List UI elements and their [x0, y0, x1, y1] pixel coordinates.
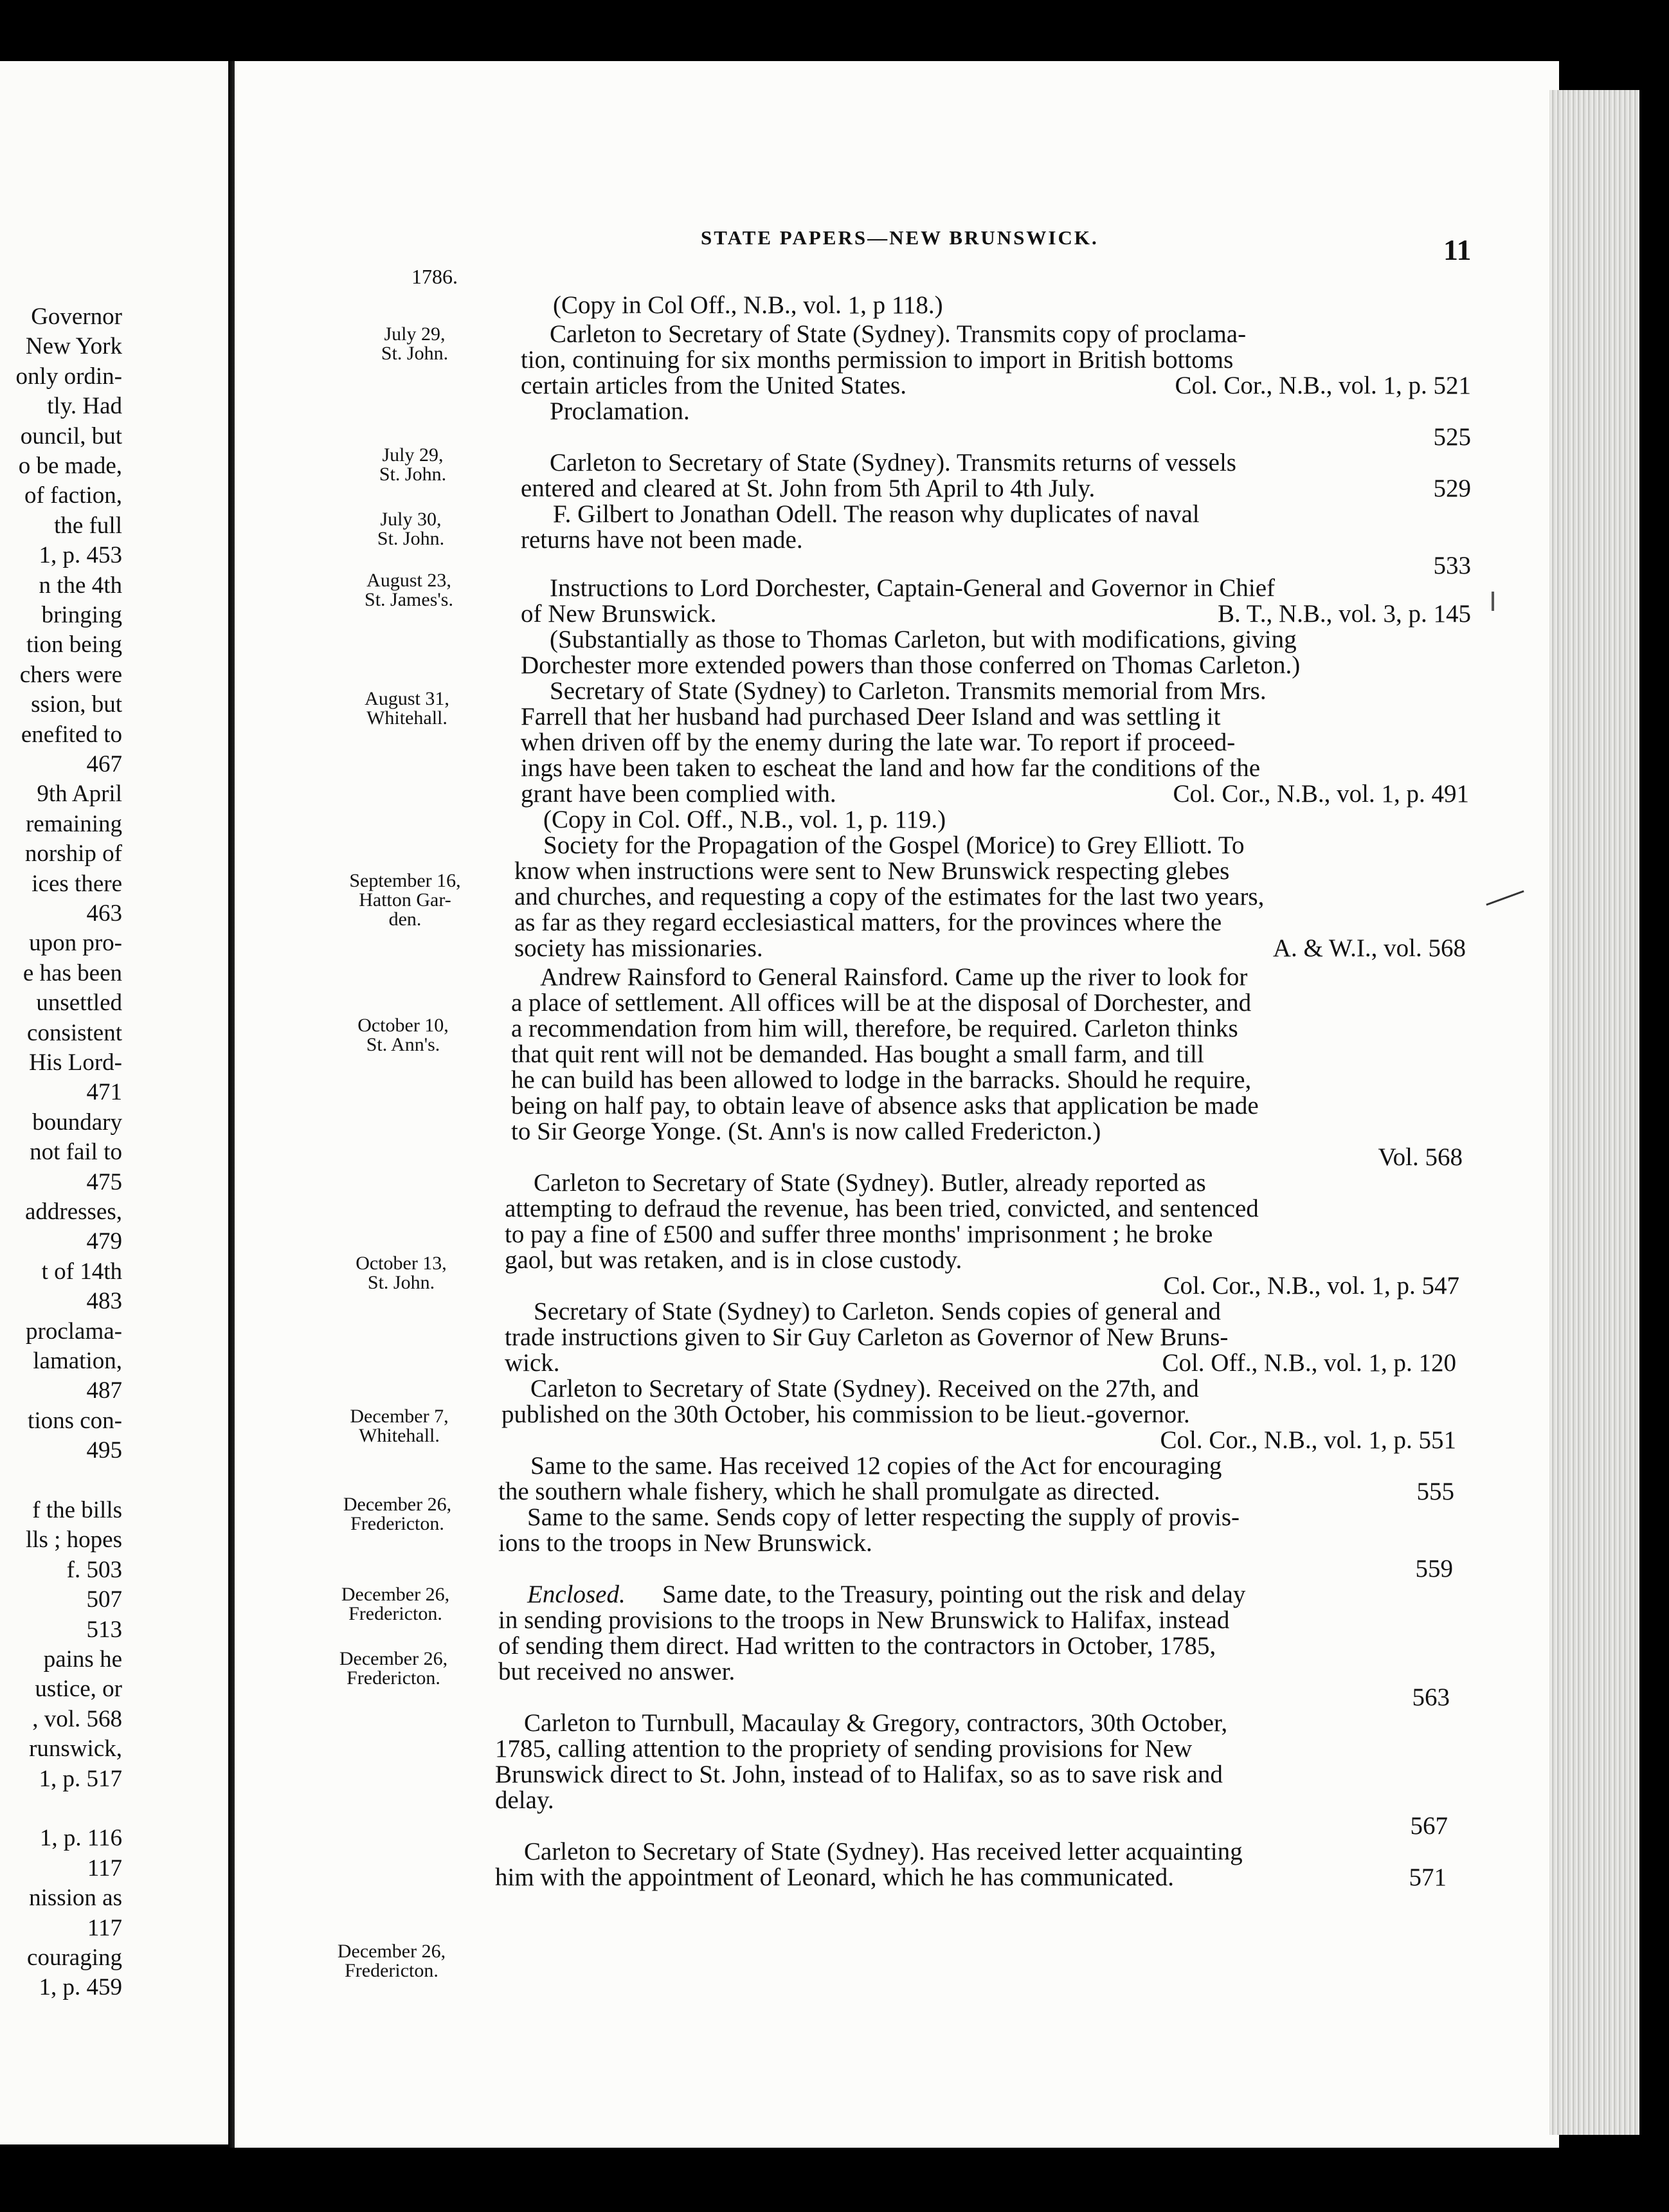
entry-date-line: August 23,: [366, 570, 451, 591]
entry-date: [315, 1585, 476, 1624]
left-page-line: 479: [86, 1228, 122, 1255]
entry-date-line: August 31,: [365, 688, 449, 709]
entry-text-line: tion, continuing for six months permission to import in British bottoms: [521, 346, 1234, 374]
left-page-line: the full: [54, 512, 122, 539]
entry-date-line: St. John.: [381, 343, 449, 364]
running-head: STATE PAPERS—NEW BRUNSWICK.: [701, 226, 1099, 249]
left-page-line: 467: [86, 751, 122, 777]
entry-text-line: Secretary of State (Sydney) to Carleton. Transmits memorial from Mrs.: [550, 677, 1267, 705]
entry-text-line: published on the 30th October, his commission to be lieut.-governor.: [501, 1401, 1190, 1428]
source-reference: Col. Off., N.B., vol. 1, p. 120: [1162, 1349, 1456, 1377]
entry-text-line: a place of settlement. All offices will be at the disposal of Dorchester, and: [511, 989, 1252, 1017]
entry-text-line: Same to the same. Has received 12 copies of the Act for encouraging: [530, 1452, 1222, 1480]
entry-text-line: delay.: [495, 1786, 554, 1814]
entry-text-line: Secretary of State (Sydney) to Carleton. Sends copies of general and: [534, 1298, 1221, 1325]
source-reference: 559: [1415, 1555, 1453, 1582]
entry-date-line: St. John.: [367, 1272, 435, 1293]
entry-date-line: December 26,: [341, 1584, 450, 1605]
entry-date-line: den.: [388, 909, 422, 930]
entry-text-line: entered and cleared at St. John from 5th April to 4th July.: [521, 475, 1096, 502]
left-page-line: New York: [25, 333, 122, 360]
left-page-line: His Lord-: [29, 1049, 122, 1076]
entry-text-line: Brunswick direct to St. John, instead of to Halifax, so as to save risk and: [495, 1761, 1223, 1788]
entry-text-line: in sending provisions to the troops in New Brunswick to Halifax, instead: [498, 1606, 1230, 1634]
left-page-line: remaining: [25, 810, 122, 837]
entry-text-line: Carleton to Secretary of State (Sydney). Butler, already reported as: [534, 1169, 1206, 1197]
source-reference: 525: [1433, 423, 1471, 451]
entry-date-line: July 30,: [380, 509, 442, 530]
left-page-line: , vol. 568: [32, 1705, 122, 1732]
page-edges: [1549, 90, 1639, 2135]
entry-text-line: Proclamation.: [550, 397, 690, 425]
left-page-line: 1, p. 459: [39, 1974, 122, 2001]
entry-text-line: ings have been taken to escheat the land and how far the conditions of the: [521, 754, 1261, 782]
entry-date: [313, 1649, 474, 1688]
year-heading: 1786.: [411, 265, 458, 288]
entry-text-line: returns have not been made.: [521, 526, 803, 554]
left-page-line: not fail to: [30, 1139, 122, 1166]
left-page-line: 1, p. 517: [39, 1765, 122, 1792]
entry-text-line: Carleton to Secretary of State (Sydney). Transmits copy of proclama-: [550, 320, 1247, 348]
margin-tick-mark: [1492, 592, 1494, 611]
entry-text-line: F. Gilbert to Jonathan Odell. The reason why duplicates of naval: [553, 500, 1200, 528]
entry-text-line: Andrew Rainsford to General Rainsford. Came up the river to look for: [540, 963, 1248, 991]
entry-date: [325, 871, 485, 929]
entry-date-line: December 26,: [343, 1494, 452, 1515]
left-page-line: 1, p. 453: [39, 542, 122, 569]
left-page-line: enefited to: [21, 721, 122, 748]
left-page-line: addresses,: [24, 1199, 122, 1225]
source-reference: 533: [1433, 552, 1471, 579]
entry-text-line: a recommendation from him will, therefore, be required. Carleton thinks: [511, 1015, 1238, 1042]
entry-date-line: December 26,: [337, 1941, 446, 1962]
left-page-line: ouncil, but: [20, 422, 122, 449]
entry-text-line: of sending them direct. Had written to the contractors in October, 1785,: [498, 1632, 1216, 1660]
entry-date-line: September 16,: [349, 870, 461, 891]
entry-date-line: Whitehall.: [359, 1425, 440, 1446]
left-page-line: f. 503: [66, 1556, 122, 1583]
entry-text-line: (Substantially as those to Thomas Carleton, but with modifications, giving: [550, 626, 1297, 653]
entry-text-line: Carleton to Secretary of State (Sydney). Transmits returns of vessels: [550, 449, 1236, 476]
left-page-line: o be made,: [18, 453, 122, 479]
left-page-line: 471: [86, 1079, 122, 1106]
entry-date-line: Fredericton.: [345, 1960, 438, 1981]
entry-date-line: October 13,: [356, 1253, 447, 1274]
entry-text-line: certain articles from the United States.: [521, 372, 907, 399]
entry-text-line: grant have been complied with.: [521, 780, 836, 808]
left-page-line: pains he: [43, 1646, 122, 1673]
entry-text-line: (Copy in Col Off., N.B., vol. 1, p 118.): [553, 291, 943, 319]
left-page-line: 475: [86, 1168, 122, 1195]
page-number: 11: [1443, 233, 1472, 266]
left-page-line: bringing: [41, 602, 122, 628]
entry-text-line: to Sir George Yonge. (St. Ann's is now called Fredericton.): [511, 1118, 1101, 1145]
left-page-line: 117: [87, 1854, 122, 1881]
left-page-line: Governor: [31, 304, 122, 330]
left-page-line: upon pro-: [29, 930, 122, 957]
entry-date-line: December 26,: [339, 1648, 448, 1669]
entry-text-line: society has missionaries.: [514, 934, 763, 962]
entry-text-line: the southern whale fishery, which he shall promulgate as directed.: [498, 1478, 1160, 1505]
left-page-line: tion being: [26, 631, 122, 658]
entry-text-line: being on half pay, to obtain leave of absence asks that application be made: [511, 1092, 1259, 1120]
entry-text-line: attempting to defraud the revenue, has been tried, convicted, and sentenced: [505, 1195, 1259, 1222]
entry-text-line: of New Brunswick.: [521, 600, 717, 628]
entry-date-line: Whitehall.: [366, 707, 447, 729]
entry-date: [323, 1016, 483, 1055]
entry-date-line: Hatton Gar-: [359, 889, 451, 911]
entry-text-line: to pay a fine of £500 and suffer three months' imprisonment ; he broke: [505, 1220, 1213, 1248]
entry-text-line: and churches, and requesting a copy of the estimates for the last two years,: [514, 883, 1265, 911]
left-page-line: t of 14th: [41, 1258, 122, 1285]
left-page-line: unsettled: [36, 990, 122, 1017]
entry-text-line: Carleton to Turnbull, Macaulay & Gregory, contractors, 30th October,: [524, 1709, 1228, 1737]
entry-text-line: but received no answer.: [498, 1658, 735, 1685]
left-page-line: consistent: [27, 1019, 122, 1046]
left-page-line: 117: [87, 1914, 122, 1941]
source-reference: 567: [1410, 1812, 1448, 1840]
left-page-line: of faction,: [24, 482, 122, 509]
entry-date: [330, 510, 491, 548]
entry-text-line: when driven off by the enemy during the late war. To report if proceed-: [521, 729, 1236, 756]
entry-date: [317, 1495, 478, 1534]
left-page-line: 483: [86, 1288, 122, 1315]
entry-date: [332, 446, 493, 484]
source-reference: A. & W.I., vol. 568: [1272, 934, 1466, 962]
left-page-line: norship of: [24, 840, 122, 867]
entry-text-line: Same to the same. Sends copy of letter respecting the supply of provis-: [527, 1503, 1240, 1531]
entry-text-line: know when instructions were sent to New Brunswick respecting glebes: [514, 857, 1230, 885]
left-page-line: ices there: [32, 870, 122, 897]
entry-date-line: December 7,: [350, 1406, 449, 1427]
source-reference: 529: [1433, 475, 1471, 502]
left-page-line: 507: [86, 1586, 122, 1613]
entry-date: [327, 689, 487, 728]
entry-date-line: St. James's.: [365, 589, 453, 610]
left-page-line: 1, p. 116: [39, 1825, 122, 1852]
left-page-line: tions con-: [28, 1407, 122, 1434]
left-page-line: tly. Had: [47, 393, 122, 420]
source-reference: 555: [1416, 1478, 1454, 1505]
entry-date: [319, 1407, 480, 1446]
left-page-line: 513: [86, 1616, 122, 1643]
entry-text-line: trade instructions given to Sir Guy Carleton as Governor of New Bruns-: [505, 1323, 1229, 1351]
left-page-line: couraging: [27, 1945, 122, 1971]
entry-date-line: Fredericton.: [348, 1603, 442, 1624]
entry-text-line: Same date, to the Treasury, pointing out the risk and delay: [662, 1581, 1246, 1608]
entry-text-line: Carleton to Secretary of State (Sydney). Has received letter acquainting: [524, 1838, 1243, 1865]
left-page-line: lls ; hopes: [25, 1527, 122, 1554]
entry-text-line: Dorchester more extended powers than those conferred on Thomas Carleton.): [521, 651, 1301, 679]
left-page-line: boundary: [32, 1109, 122, 1136]
entry-text-line: wick.: [505, 1349, 560, 1377]
entry-date: [329, 571, 489, 610]
entry-text-line: him with the appointment of Leonard, which he has communicated.: [495, 1863, 1174, 1891]
left-page-line: proclama-: [26, 1318, 122, 1345]
left-page-line: e has been: [23, 959, 122, 986]
left-facing-page: [0, 61, 228, 2144]
entry-text-line: Society for the Propagation of the Gospel (Morice) to Grey Elliott. To: [543, 831, 1245, 859]
left-page-line: nission as: [29, 1885, 122, 1912]
entry-date: [311, 1942, 472, 1981]
entry-text-line: gaol, but was retaken, and is in close custody.: [505, 1246, 962, 1274]
entry-date-line: St. John.: [379, 464, 447, 485]
left-page-line: 9th April: [37, 781, 122, 808]
left-page-line: ssion, but: [31, 691, 122, 718]
left-page-line: f the bills: [32, 1497, 122, 1523]
left-page-line: ustice, or: [35, 1676, 122, 1703]
source-reference: Col. Cor., N.B., vol. 1, p. 491: [1173, 780, 1469, 808]
entry-date-line: July 29,: [382, 444, 444, 466]
entry-date-line: October 10,: [357, 1015, 449, 1036]
source-reference: 571: [1409, 1863, 1447, 1891]
source-reference: Col. Cor., N.B., vol. 1, p. 547: [1163, 1272, 1459, 1300]
entry-text-line: Carleton to Secretary of State (Sydney). Received on the 27th, and: [530, 1375, 1199, 1402]
source-reference: Col. Cor., N.B., vol. 1, p. 551: [1160, 1426, 1456, 1454]
entry-text-line: Instructions to Lord Dorchester, Captain-General and Governor in Chief: [550, 574, 1276, 602]
left-page-line: n the 4th: [39, 572, 122, 599]
entry-date-line: July 29,: [384, 323, 446, 345]
entry-date: [321, 1254, 482, 1292]
left-page-line: 487: [86, 1377, 122, 1404]
entry-text-line: ions to the troops in New Brunswick.: [498, 1529, 872, 1557]
left-page-line: chers were: [19, 661, 122, 688]
left-page-line: 495: [86, 1437, 122, 1464]
entry-date-line: St. John.: [377, 528, 445, 549]
entry-date-line: St. Ann's.: [366, 1034, 440, 1055]
entry-date-line: Fredericton.: [347, 1667, 440, 1689]
source-reference: Vol. 568: [1378, 1143, 1463, 1171]
entry-text-line: Farrell that her husband had purchased Deer Island and was settling it: [521, 703, 1221, 730]
entry-text-line: 1785, calling attention to the propriety of sending provisions for New: [495, 1735, 1193, 1763]
entry-text-line: Enclosed.: [527, 1581, 626, 1608]
source-reference: B. T., N.B., vol. 3, p. 145: [1218, 600, 1471, 628]
left-page-line: runswick,: [29, 1736, 122, 1763]
source-reference: 563: [1412, 1683, 1450, 1711]
entry-date: [334, 325, 495, 363]
left-page-line: lamation,: [33, 1348, 122, 1374]
source-reference: Col. Cor., N.B., vol. 1, p. 521: [1175, 372, 1471, 399]
entry-text-line: that quit rent will not be demanded. Has bought a small farm, and till: [511, 1040, 1204, 1068]
entry-text-line: he can build has been allowed to lodge in the barracks. Should he require,: [511, 1066, 1252, 1094]
entry-date-line: Fredericton.: [350, 1513, 444, 1534]
left-page-line: only ordin-: [15, 363, 122, 390]
entry-text-line: (Copy in Col. Off., N.B., vol. 1, p. 119.): [543, 806, 946, 833]
left-page-line: 463: [86, 900, 122, 927]
entry-text-line: as far as they regard ecclesiastical matters, for the provinces where the: [514, 909, 1222, 936]
